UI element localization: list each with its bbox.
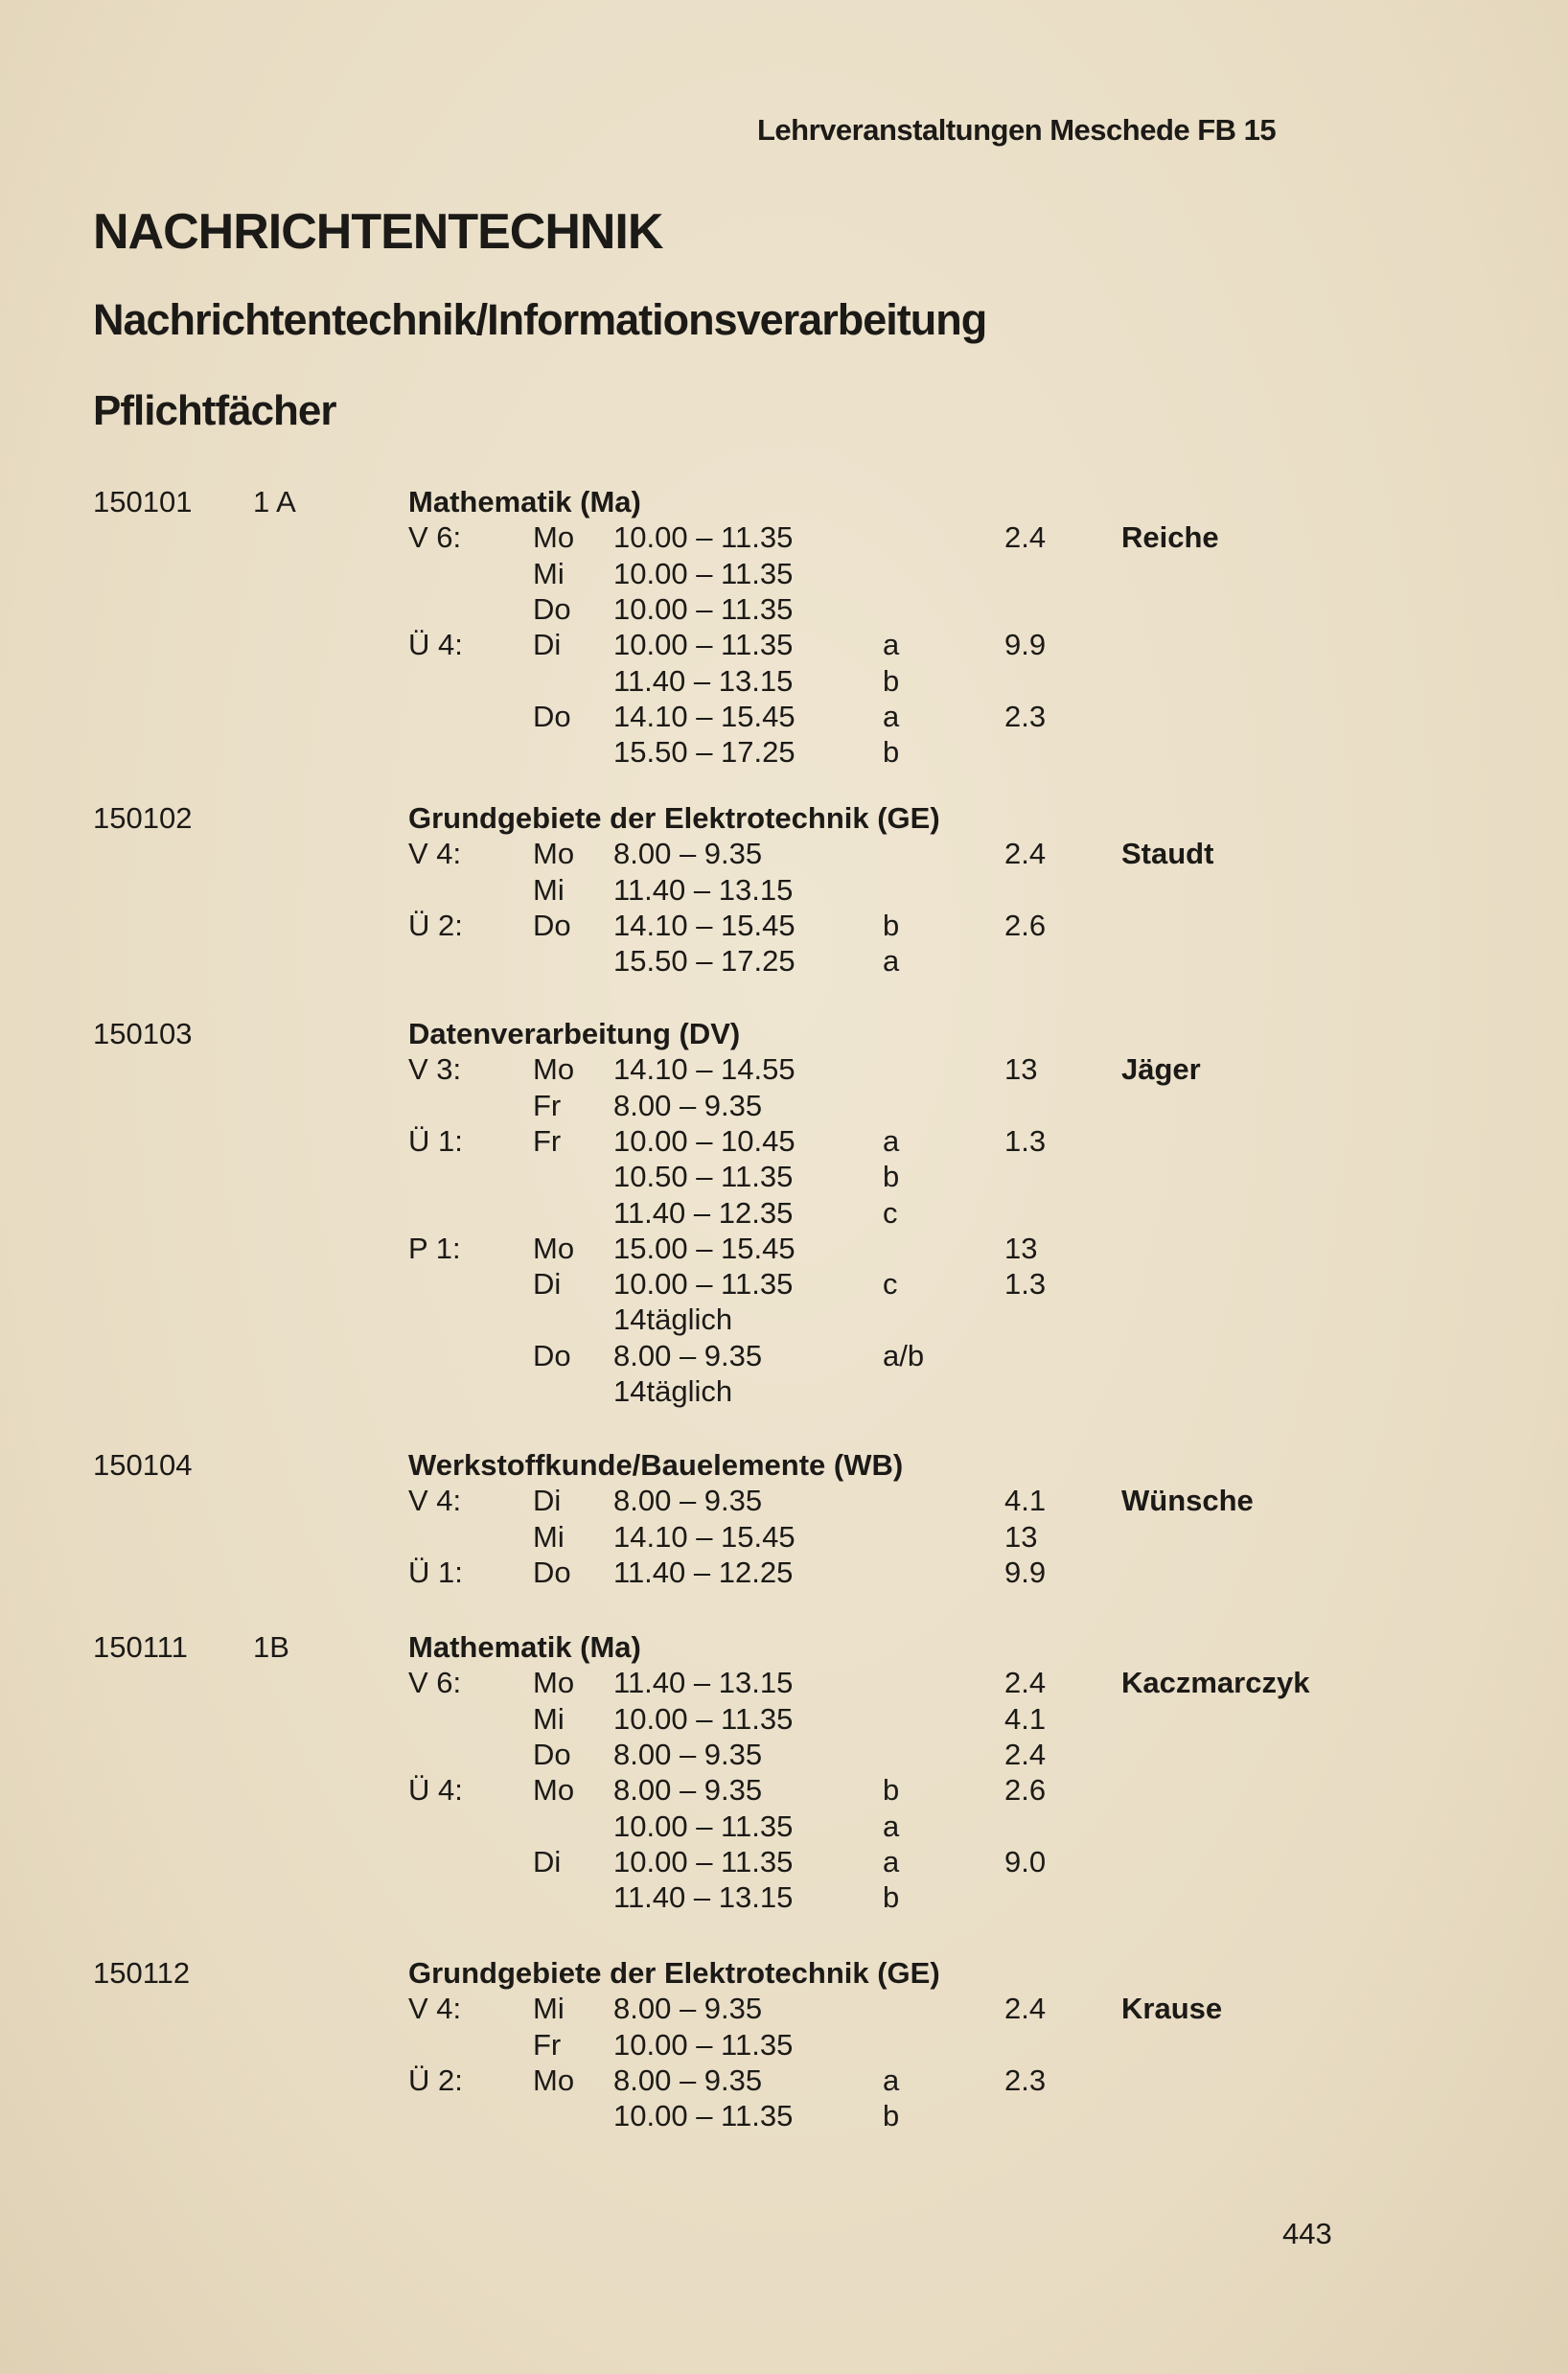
session-time: 8.00 – 9.35	[613, 1773, 763, 1808]
session-type: Ü 2:	[408, 908, 463, 942]
course-code: 150112	[93, 1956, 191, 1990]
session-room: 2.4	[1004, 1992, 1047, 2026]
section-heading: NACHRICHTENTECHNIK	[93, 204, 663, 260]
subsection-heading: Nachrichtentechnik/Informationsverarbeitung	[93, 295, 987, 344]
course-title: Grundgebiete der Elektrotechnik (GE)	[408, 801, 940, 835]
session-time: 10.00 – 11.35	[613, 2027, 794, 2062]
session-time: 11.40 – 13.15	[613, 1880, 794, 1915]
session-type: V 4:	[408, 1484, 462, 1518]
session-day: Mo	[533, 1231, 575, 1265]
session-group: b	[883, 735, 900, 770]
session-group: a	[883, 2063, 900, 2097]
session-day: Mi	[533, 1701, 565, 1736]
session-day: Do	[533, 699, 571, 733]
session-group: b	[883, 908, 900, 942]
session-time: 14.10 – 14.55	[613, 1052, 796, 1087]
session-group: a	[883, 944, 900, 979]
session-time: 8.00 – 9.35	[613, 1484, 763, 1518]
lecturer-name: Staudt	[1121, 837, 1214, 871]
session-group: a/b	[883, 1338, 925, 1372]
session-time: 15.50 – 17.25	[613, 944, 796, 979]
session-room: 13	[1004, 1519, 1038, 1554]
course-title: Mathematik (Ma)	[408, 485, 641, 519]
session-time: 10.00 – 11.35	[613, 591, 794, 626]
session-day: Do	[533, 1737, 571, 1771]
session-day: Fr	[533, 1088, 562, 1122]
session-time: 8.00 – 9.35	[613, 1338, 763, 1372]
course-code: 150102	[93, 801, 193, 835]
session-room: 13	[1004, 1231, 1038, 1265]
session-group: a	[883, 1809, 900, 1843]
running-head: Lehrveranstaltungen Meschede FB 15	[757, 113, 1277, 147]
session-type: P 1:	[408, 1231, 461, 1265]
session-group: b	[883, 1160, 900, 1194]
session-time: 10.00 – 11.35	[613, 1844, 794, 1878]
course-title: Werkstoffkunde/Bauelemente (WB)	[408, 1448, 904, 1482]
session-room: 1.3	[1004, 1123, 1047, 1158]
session-group: c	[883, 1195, 898, 1230]
session-time: 10.00 – 10.45	[613, 1123, 796, 1158]
session-time: 11.40 – 12.35	[613, 1195, 794, 1230]
session-day: Mi	[533, 1992, 565, 2026]
page-number: 443	[1282, 2217, 1332, 2250]
session-room: 2.3	[1004, 699, 1047, 733]
session-time: 14.10 – 15.45	[613, 908, 796, 942]
session-time: 8.00 – 9.35	[613, 2063, 763, 2097]
course-code: 150111	[93, 1630, 188, 1664]
session-room: 2.4	[1004, 1737, 1047, 1771]
session-time: 11.40 – 13.15	[613, 1666, 794, 1700]
lecturer-name: Krause	[1121, 1992, 1223, 2026]
session-day: Mi	[533, 1519, 565, 1554]
session-type: Ü 2:	[408, 2063, 463, 2097]
course-code: 150101	[93, 485, 193, 519]
session-group: a	[883, 1844, 900, 1878]
session-time: 14.10 – 15.45	[613, 1519, 796, 1554]
session-day: Do	[533, 1555, 571, 1589]
session-group: a	[883, 1123, 900, 1158]
lecturer-name: Kaczmarczyk	[1121, 1666, 1310, 1700]
session-room: 9.9	[1004, 628, 1047, 662]
session-day: Fr	[533, 2027, 562, 2062]
session-type: Ü 1:	[408, 1123, 463, 1158]
session-time: 10.00 – 11.35	[613, 520, 794, 555]
session-day: Do	[533, 908, 571, 942]
session-group: b	[883, 2099, 900, 2133]
session-day: Do	[533, 1338, 571, 1372]
lecturer-name: Jäger	[1121, 1052, 1201, 1087]
session-room: 4.1	[1004, 1701, 1047, 1736]
session-group: b	[883, 1773, 900, 1808]
lecturer-name: Wünsche	[1121, 1484, 1254, 1518]
course-title: Grundgebiete der Elektrotechnik (GE)	[408, 1956, 940, 1990]
session-room: 4.1	[1004, 1484, 1047, 1518]
course-group: 1 A	[253, 485, 296, 519]
session-day: Mo	[533, 1052, 575, 1087]
course-code: 150103	[93, 1017, 193, 1050]
session-group: a	[883, 699, 900, 733]
session-room: 9.9	[1004, 1555, 1047, 1589]
session-type: V 4:	[408, 837, 462, 871]
session-day: Mo	[533, 520, 575, 555]
session-time: 10.50 – 11.35	[613, 1160, 794, 1194]
session-group: b	[883, 1880, 900, 1915]
session-day: Di	[533, 1844, 562, 1878]
session-time: 8.00 – 9.35	[613, 1737, 763, 1771]
session-time: 15.00 – 15.45	[613, 1231, 796, 1265]
session-time: 15.50 – 17.25	[613, 735, 796, 770]
session-group: a	[883, 628, 900, 662]
session-time: 10.00 – 11.35	[613, 1701, 794, 1736]
session-time: 14täglich	[613, 1302, 733, 1337]
session-type: V 6:	[408, 520, 462, 555]
session-day: Mo	[533, 1773, 575, 1808]
session-room: 9.0	[1004, 1844, 1047, 1878]
session-type: V 3:	[408, 1052, 462, 1087]
course-group: 1B	[253, 1630, 289, 1664]
session-type: V 6:	[408, 1666, 462, 1700]
session-time: 10.00 – 11.35	[613, 1267, 794, 1302]
session-time: 14täglich	[613, 1374, 733, 1408]
session-room: 2.4	[1004, 1666, 1047, 1700]
session-group: c	[883, 1267, 898, 1302]
session-day: Di	[533, 628, 562, 662]
session-time: 8.00 – 9.35	[613, 1992, 763, 2026]
session-time: 14.10 – 15.45	[613, 699, 796, 733]
session-type: Ü 4:	[408, 628, 463, 662]
session-type: Ü 1:	[408, 1555, 463, 1589]
session-time: 11.40 – 12.25	[613, 1555, 794, 1589]
session-room: 13	[1004, 1052, 1038, 1087]
session-time: 11.40 – 13.15	[613, 872, 794, 907]
session-day: Di	[533, 1484, 562, 1518]
session-day: Mo	[533, 1666, 575, 1700]
session-time: 11.40 – 13.15	[613, 663, 794, 698]
course-title: Mathematik (Ma)	[408, 1630, 641, 1664]
session-day: Fr	[533, 1123, 562, 1158]
lecturer-name: Reiche	[1121, 520, 1219, 555]
session-time: 8.00 – 9.35	[613, 837, 763, 871]
session-time: 10.00 – 11.35	[613, 628, 794, 662]
session-room: 2.6	[1004, 1773, 1047, 1808]
session-room: 1.3	[1004, 1267, 1047, 1302]
session-type: V 4:	[408, 1992, 462, 2026]
session-day: Mo	[533, 2063, 575, 2097]
category-heading: Pflichtfächer	[93, 387, 336, 434]
session-time: 10.00 – 11.35	[613, 556, 794, 590]
session-day: Di	[533, 1267, 562, 1302]
session-day: Mi	[533, 556, 565, 590]
session-day: Mi	[533, 872, 565, 907]
session-room: 2.4	[1004, 520, 1047, 555]
session-day: Do	[533, 591, 571, 626]
session-time: 10.00 – 11.35	[613, 1809, 794, 1843]
course-title: Datenverarbeitung (DV)	[408, 1017, 741, 1050]
session-group: b	[883, 663, 900, 698]
session-day: Mo	[533, 837, 575, 871]
session-room: 2.6	[1004, 908, 1047, 942]
course-code: 150104	[93, 1448, 193, 1482]
session-time: 8.00 – 9.35	[613, 1088, 763, 1122]
session-time: 10.00 – 11.35	[613, 2099, 794, 2133]
session-room: 2.3	[1004, 2063, 1047, 2097]
session-type: Ü 4:	[408, 1773, 463, 1808]
session-room: 2.4	[1004, 837, 1047, 871]
